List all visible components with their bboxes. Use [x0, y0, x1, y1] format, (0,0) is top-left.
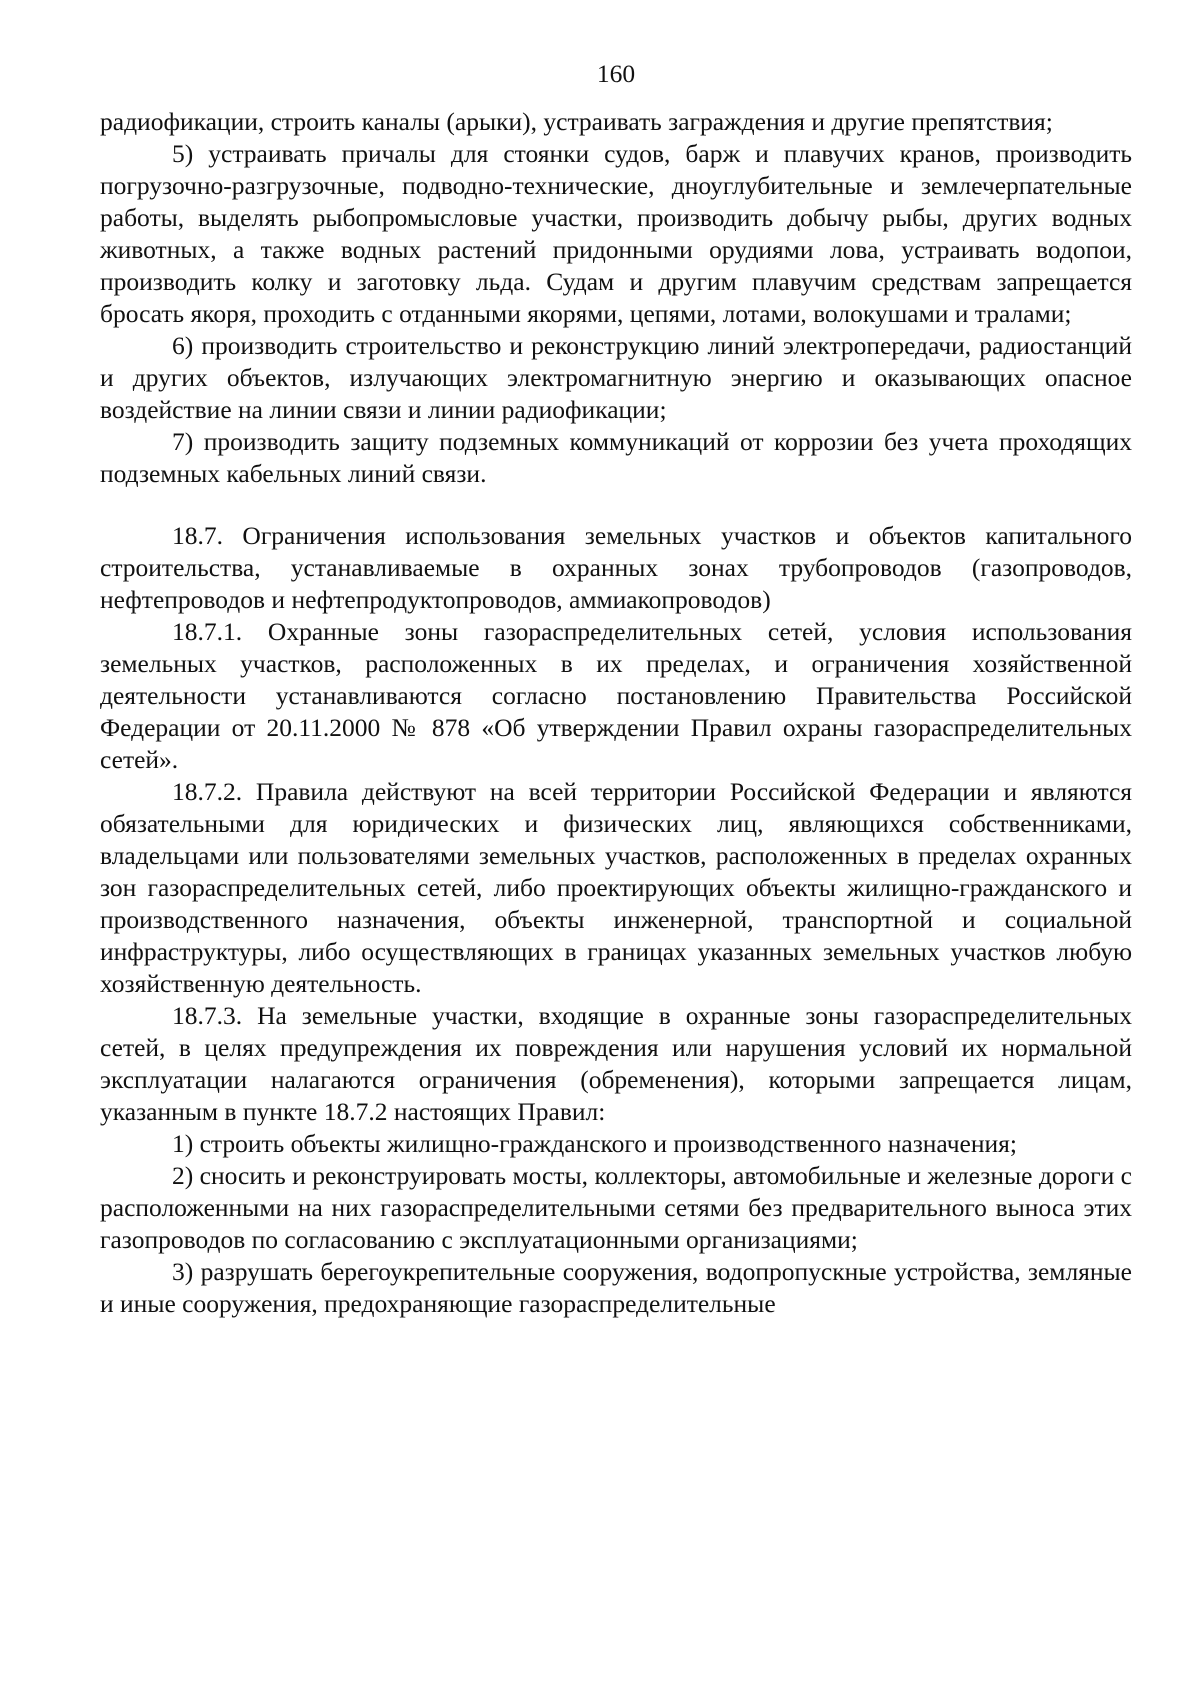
- paragraph-item-6: 6) производить строительство и реконструкцию линий электропередачи, радиостанций и других объектов, излучающих электромагнитную энергию и оказывающих опасное воздействие на линии связи и линии радиофикации;: [100, 331, 1132, 424]
- document-page: [100, 58, 1132, 1320]
- paragraph-continuation: радиофикации, строить каналы (арыки), устраивать заграждения и другие препятствия;: [100, 107, 1053, 136]
- paragraph-18-7-2: 18.7.2. Правила действуют на всей территории Российской Федерации и являются обязательными для юридических и физических лиц, являющихся собственниками, владельцами или пользователями земельных участков, расположенных в пределах охранных зон газораспределительных сетей, либо проектирующих объекты жилищно-гражданского и производственного назначения, объекты инженерной, транспортной и социальной инфраструктуры, либо осуществляющих в границах указанных земельных участков любую хозяйственную деятельность.: [100, 777, 1132, 998]
- page-number: 160: [596, 59, 636, 88]
- section-spacer: [100, 490, 1132, 520]
- paragraph-item-3: 3) разрушать берегоукрепительные сооружения, водопропускные устройства, земляные и иные сооружения, предохраняющие газораспределительные: [100, 1257, 1132, 1318]
- paragraph-item-5: 5) устраивать причалы для стоянки судов, барж и плавучих кранов, производить погрузочно-разгрузочные, подводно-технические, дноуглубительные и землечерпательные работы, выделять рыбопромысловые участки, производить добычу рыбы, других водных животных, а также водных растений придонными орудиями лова, устраивать водопои, производить колку и заготовку льда. Судам и другим плавучим средствам запрещается бросать якоря, проходить с отданными якорями, цепями, лотами, волокушами и тралами;: [100, 139, 1132, 328]
- paragraph-item-2: 2) сносить и реконструировать мосты, коллекторы, автомобильные и железные дороги с расположенными на них газораспределительными сетями без предварительного выноса этих газопроводов по согласованию с эксплуатационными организациями;: [100, 1161, 1132, 1254]
- paragraph-18-7-3: 18.7.3. На земельные участки, входящие в охранные зоны газораспределительных сетей, в целях предупреждения их повреждения или нарушения условий их нормальной эксплуатации налагаются ограничения (обременения), которыми запрещается лицам, указанным в пункте 18.7.2 настоящих Правил:: [100, 1001, 1132, 1126]
- paragraph-18-7-1: 18.7.1. Охранные зоны газораспределительных сетей, условия использования земельных участков, расположенных в их пределах, и ограничения хозяйственной деятельности устанавливаются согласно постановлению Правительства Российской Федерации от 20.11.2000 № 878 «Об утверждении Правил охраны газораспределительных сетей».: [100, 617, 1132, 774]
- section-heading-18-7: 18.7. Ограничения использования земельных участков и объектов капитального строительства, устанавливаемые в охранных зонах трубопроводов (газопроводов, нефтепроводов и нефтепродуктопроводов, аммиакопроводов): [100, 521, 1132, 614]
- paragraph-item-1: 1) строить объекты жилищно-гражданского и производственного назначения;: [172, 1129, 1017, 1158]
- paragraph-item-7: 7) производить защиту подземных коммуникаций от коррозии без учета проходящих подземных кабельных линий связи.: [100, 427, 1132, 488]
